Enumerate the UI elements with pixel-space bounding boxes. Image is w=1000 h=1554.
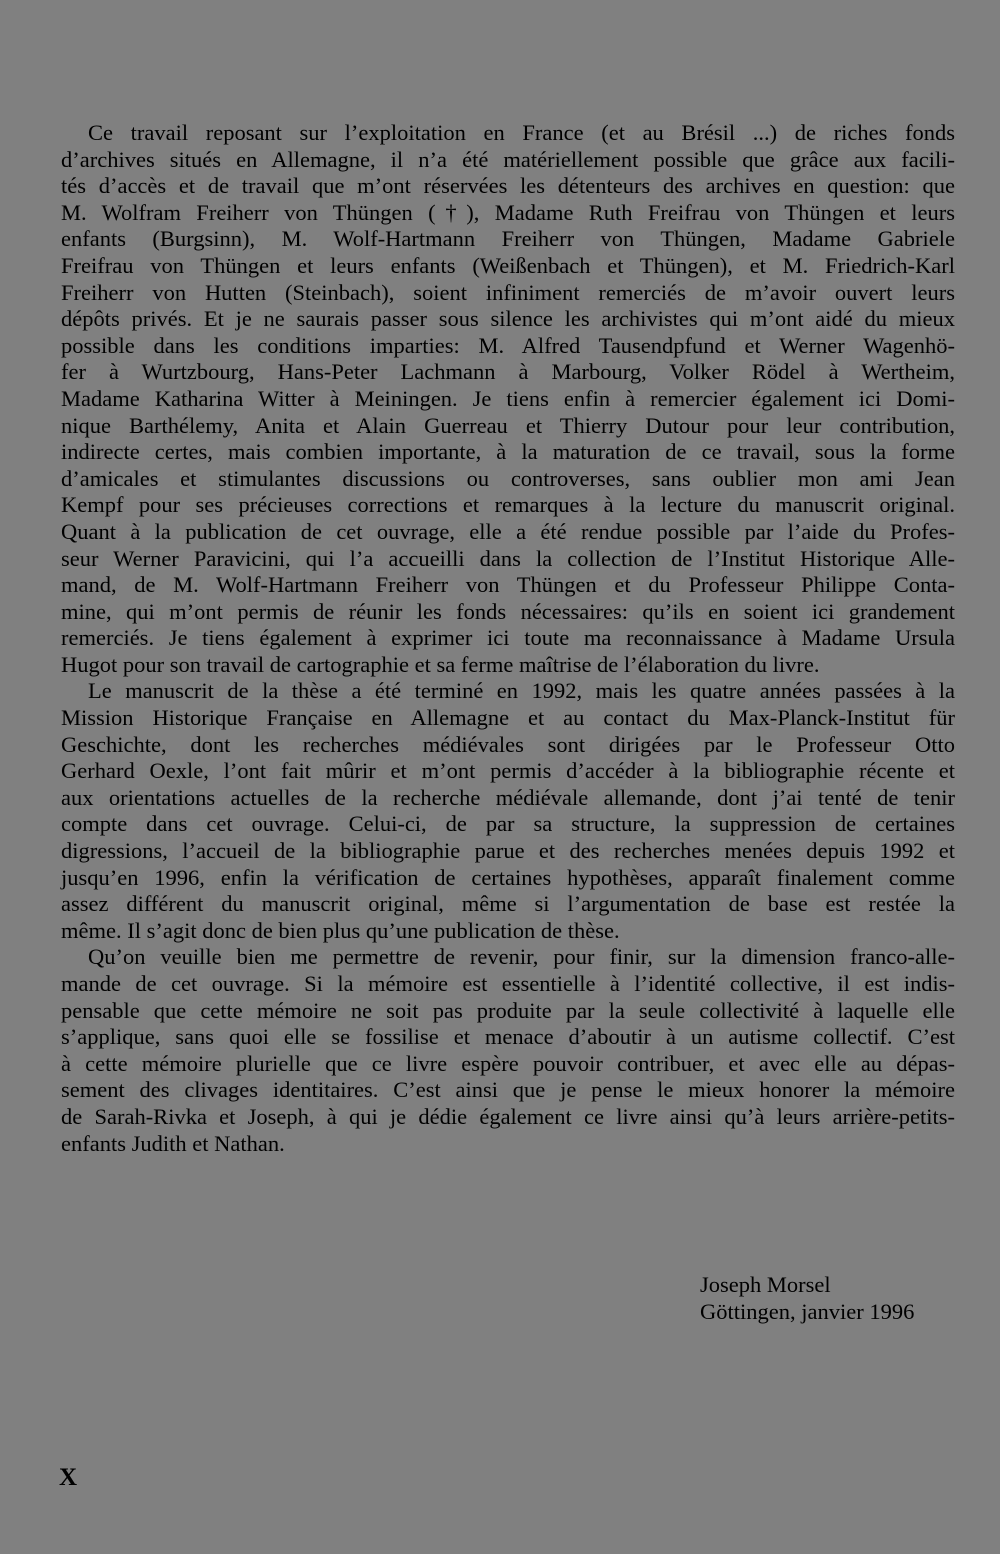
text-line: d’archives situés en Allemagne, il n’a été matériellement possible que grâce aux facili- — [61, 146, 955, 172]
text-line: Qu’on veuille bien me permettre de revenir, pour finir, sur la dimension franco-alle- — [88, 944, 955, 970]
text-line: indirecte certes, mais combien importante, à la maturation de ce travail, sous la forme — [61, 439, 955, 465]
text-line: Freifrau von Thüngen et leurs enfants (Weißenbach et Thüngen), et M. Friedrich-Karl — [61, 252, 955, 278]
text-line: mande de cet ouvrage. Si la mémoire est essentielle à l’identité collective, il est indis- — [61, 971, 955, 996]
text-line: Quant à la publication de cet ouvrage, elle a été rendue possible par l’aide du Profes- — [61, 518, 955, 544]
signature-block — [700, 1272, 914, 1325]
text-line: digressions, l’accueil de la bibliographie parue et des recherches menées depuis 1992 et — [61, 838, 955, 864]
text-line: Freiherr von Hutten (Steinbach), soient infiniment remerciés de m’avoir ouvert leurs — [61, 279, 955, 305]
text-line: mand, de M. Wolf-Hartmann Freiherr von Thüngen et du Professeur Philippe Conta- — [61, 572, 955, 598]
text-line: tés d’accès et de travail que m’ont réservées les détenteurs des archives en question: que — [61, 173, 955, 199]
paragraph-acknowledgements — [61, 120, 955, 678]
text-line: enfants (Burgsinn), M. Wolf-Hartmann Freiherr von Thüngen, Madame Gabriele — [61, 226, 955, 252]
text-line: Le manuscrit de la thèse a été terminé en 1992, mais les quatre années passées à la — [88, 678, 955, 704]
text-line: Madame Katharina Witter à Meiningen. Je tiens enfin à remercier également ici Domi- — [61, 385, 955, 411]
text-line: Ce travail reposant sur l’exploitation en France (et au Brésil ...) de riches fonds — [88, 120, 955, 145]
text-line: Kempf pour ses précieuses corrections et remarques à la lecture du manuscrit original. — [61, 492, 955, 518]
text-line: s’applique, sans quoi elle se fossilise et menace d’aboutir à un autisme collectif. C’est — [61, 1024, 955, 1050]
text-line: aux orientations actuelles de la recherche médiévale allemande, dont j’ai tenté de tenir — [61, 784, 955, 810]
text-line: mine, qui m’ont permis de réunir les fonds nécessaires: qu’ils en soient ici grandement — [61, 598, 955, 624]
text-line: Geschichte, dont les recherches médiévales sont dirigées par le Professeur Otto — [61, 731, 955, 757]
text-line: dépôts privés. Et je ne saurais passer sous silence les archivistes qui m’ont aidé du mieux — [61, 306, 955, 332]
text-line: pensable que cette mémoire ne soit pas produite par la seule collectivité à laquelle elle — [61, 997, 955, 1023]
text-line: même. Il s’agit donc de bien plus qu’une publication de thèse. — [61, 917, 620, 943]
page-number: X — [59, 1464, 78, 1491]
text-line: enfants Judith et Nathan. — [61, 1130, 285, 1156]
place-date: Göttingen, janvier 1996 — [700, 1298, 915, 1324]
text-line: Gerhard Oexle, l’ont fait mûrir et m’ont permis d’accéder à la bibliographie récente et — [61, 758, 955, 784]
text-line: nique Barthélemy, Anita et Alain Guerreau et Thierry Dutour pour leur contribution, — [61, 412, 955, 438]
body-text — [61, 120, 955, 1157]
text-line: compte dans cet ouvrage. Celui-ci, de par sa structure, la suppression de certaines — [61, 811, 955, 837]
text-line: remerciés. Je tiens également à exprimer ici toute ma reconnaissance à Madame Ursula — [61, 625, 955, 651]
text-line: fer à Wurtzbourg, Hans-Peter Lachmann à Marbourg, Volker Rödel à Wertheim, — [61, 359, 955, 385]
text-line: de Sarah-Rivka et Joseph, à qui je dédie également ce livre ainsi qu’à leurs arrière-petits- — [61, 1103, 955, 1129]
text-line: d’amicales et stimulantes discussions ou controverses, sans oublier mon ami Jean — [61, 465, 955, 491]
text-line: sement des clivages identitaires. C’est ainsi que je pense le mieux honorer la mémoire — [61, 1077, 955, 1103]
text-line: jusqu’en 1996, enfin la vérification de certaines hypothèses, apparaît finalement comme — [61, 864, 955, 890]
text-line: Mission Historique Française en Allemagne et au contact du Max-Planck-Institut für — [61, 705, 955, 731]
paragraph-memory — [61, 944, 955, 1157]
text-line: assez différent du manuscrit original, même si l’argumentation de base est restée la — [61, 891, 955, 917]
text-line: Hugot pour son travail de cartographie et sa ferme maîtrise de l’élaboration du livre. — [61, 651, 820, 677]
paragraph-manuscript — [61, 678, 955, 944]
text-line: seur Werner Paravicini, qui l’a accueilli dans la collection de l’Institut Historique Alle- — [61, 545, 955, 571]
text-line: à cette mémoire plurielle que ce livre espère pouvoir contribuer, et avec elle au dépas- — [61, 1050, 955, 1076]
text-line: possible dans les conditions imparties: M. Alfred Tausendpfund et Werner Wagenhö- — [61, 332, 955, 358]
text-line: M. Wolfram Freiherr von Thüngen (†), Madame Ruth Freifrau von Thüngen et leurs — [61, 199, 955, 225]
author-name: Joseph Morsel — [700, 1272, 831, 1297]
